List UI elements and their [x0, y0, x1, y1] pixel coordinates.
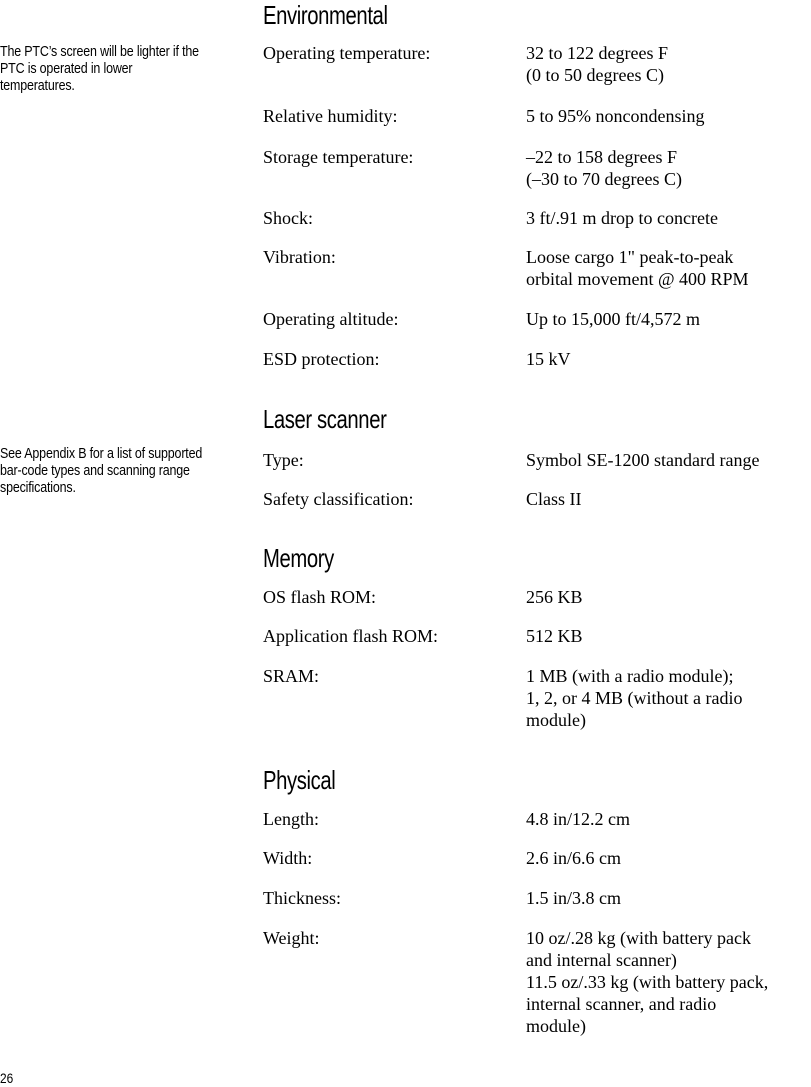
- spec-label: Length:: [263, 809, 319, 829]
- spec-label: Width:: [263, 848, 313, 868]
- spec-value: 1 MB (with a radio module); 1, 2, or 4 MB (without a radio module): [526, 666, 743, 730]
- heading-environmental: Environmental: [263, 0, 388, 30]
- spec-value: 5 to 95% noncondensing: [526, 106, 705, 126]
- heading-memory: Memory: [263, 543, 334, 573]
- spec-value: 1.5 in/3.8 cm: [526, 888, 621, 908]
- spec-value: 4.8 in/12.2 cm: [526, 809, 630, 829]
- spec-label: Thickness:: [263, 888, 341, 908]
- spec-label: Shock:: [263, 208, 314, 228]
- spec-value: 32 to 122 degrees F (0 to 50 degrees C): [526, 43, 668, 85]
- spec-value: 10 oz/.28 kg (with battery pack and internal scanner) 11.5 oz/.33 kg (with battery pack, internal scanner, and radio module): [526, 928, 769, 1036]
- spec-value: 256 KB: [526, 587, 583, 607]
- spec-value: 512 KB: [526, 626, 583, 646]
- page-number: 26: [0, 1070, 14, 1086]
- spec-label: Operating altitude:: [263, 309, 399, 329]
- spec-label: OS flash ROM:: [263, 587, 377, 607]
- spec-label: Application flash ROM:: [263, 626, 438, 646]
- spec-value: –22 to 158 degrees F (–30 to 70 degrees C): [526, 147, 682, 189]
- spec-value: Up to 15,000 ft/4,572 m: [526, 309, 700, 329]
- spec-label: ESD protection:: [263, 349, 380, 369]
- spec-value: 3 ft/.91 m drop to concrete: [526, 208, 718, 228]
- spec-label: Weight:: [263, 928, 320, 948]
- spec-value: Loose cargo 1" peak-to-peak orbital movement @ 400 RPM: [526, 247, 749, 289]
- spec-label: Relative humidity:: [263, 106, 398, 126]
- spec-label: Operating temperature:: [263, 43, 431, 63]
- margin-note-appendix-b: See Appendix B for a list of supported bar-code types and scanning range specifications.: [0, 446, 203, 496]
- heading-laser-scanner: Laser scanner: [263, 404, 387, 434]
- spec-label: Safety classification:: [263, 489, 414, 509]
- spec-label: Type:: [263, 450, 304, 470]
- spec-value: 15 kV: [526, 349, 571, 369]
- heading-physical: Physical: [263, 765, 336, 795]
- spec-value: Symbol SE-1200 standard range: [526, 450, 760, 470]
- margin-note-screen-temperature: The PTC’s screen will be lighter if the PTC is operated in lower temperatures.: [0, 44, 199, 94]
- spec-value: Class II: [526, 489, 582, 509]
- spec-value: 2.6 in/6.6 cm: [526, 848, 621, 868]
- spec-label: Vibration:: [263, 247, 336, 267]
- spec-label: Storage temperature:: [263, 147, 414, 167]
- spec-label: SRAM:: [263, 666, 320, 686]
